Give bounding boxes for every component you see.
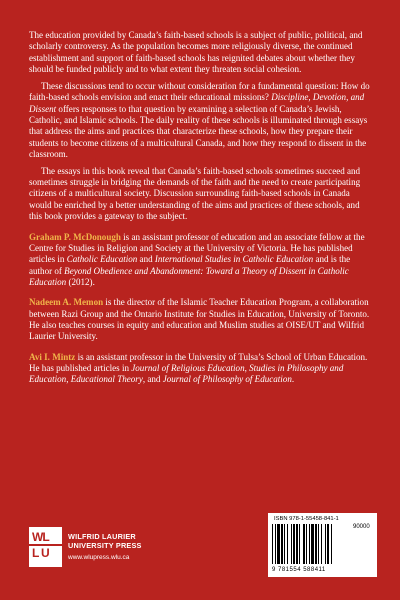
barcode-digits: 9 781554 588411 (272, 567, 326, 573)
description-paragraph-2: These discussions tend to occur without consideration for a fundamental question: How do faith-based schools envision and enact their educational missions? Discipline, Devotion, and Dissent offers responses to that question by examining a selection of Canada’s Jewish, Catholic, and Islamic schools. The daily reality of these schools is illuminated through essays that address the aims and practices that characterize these schools, how they prepare their students to become citizens of a multicultural Canada, and how they respond to dissent in the classroom. (29, 80, 370, 159)
author-bio-memon: Nadeem A. Memon is the director of the Islamic Teacher Education Program, a collaboration between Razi Group and the Ontario Institute for Studies in Education, University of Toronto. He also teaches courses in equity and education and Muslim studies at OISE/UT and Wilfrid Laurier University. (29, 297, 370, 342)
author-bio-mintz: Avi I. Mintz is an assistant professor in the University of Tulsa’s School of Urban Education. He has published articles in Journal of Religious Education, Studies in Philosophy and Education, Educational Theory, and Journal of Philosophy of Education. (29, 351, 368, 385)
description-paragraph-1: The education provided by Canada’s faith-based schools is a subject of public, political, and scholarly controversy. As the population becomes more religiously diverse, the continued establishment and support of faith-based schools has reignited debates about whether they should be funded publicly and to what extent they threaten social cohesion. (29, 30, 363, 75)
publisher-name: WILFRID LAURIER UNIVERSITY PRESS www.wlupress.wlu.ca (68, 532, 142, 561)
publisher-logo: WL L U (29, 527, 62, 567)
book-title: Discipline, Devotion, and Dissent (29, 92, 365, 114)
author-name: Avi I. Mintz (29, 351, 76, 362)
barcode-bars (272, 524, 352, 566)
description-paragraph-3: The essays in this book reveal that Canada’s faith-based schools sometimes succeed and sometimes struggle in bridging the demands of the faith and the need to create participating citizens of a multicultural society. Discussion surrounding faith-based schools in Canada would be enriched by a better understanding of the aims and practices of these schools, and this book provides a gateway to the subject. (29, 165, 361, 222)
publisher-website: www.wlupress.wlu.ca (68, 554, 130, 561)
publisher-imprint (29, 522, 219, 572)
isbn-text: ISBN 978-1-55458-841-1 (274, 516, 339, 522)
barcode-addon: 90000 (353, 524, 370, 530)
isbn-barcode (268, 513, 377, 577)
author-bio-mcdonough: Graham P. McDonough is an assistant professor of education and an associate fellow at the Centre for Studies in Religion and Society at the University of Victoria. He has published articles in Catholic Education and International Studies in Catholic Education and is the author of Beyond Obedience and Abandonment: Toward a Theory of Dissent in Catholic Education (2012). (29, 231, 365, 287)
description-block (29, 30, 374, 386)
author-name: Nadeem A. Memon (29, 297, 104, 308)
author-name: Graham P. McDonough (29, 231, 121, 242)
